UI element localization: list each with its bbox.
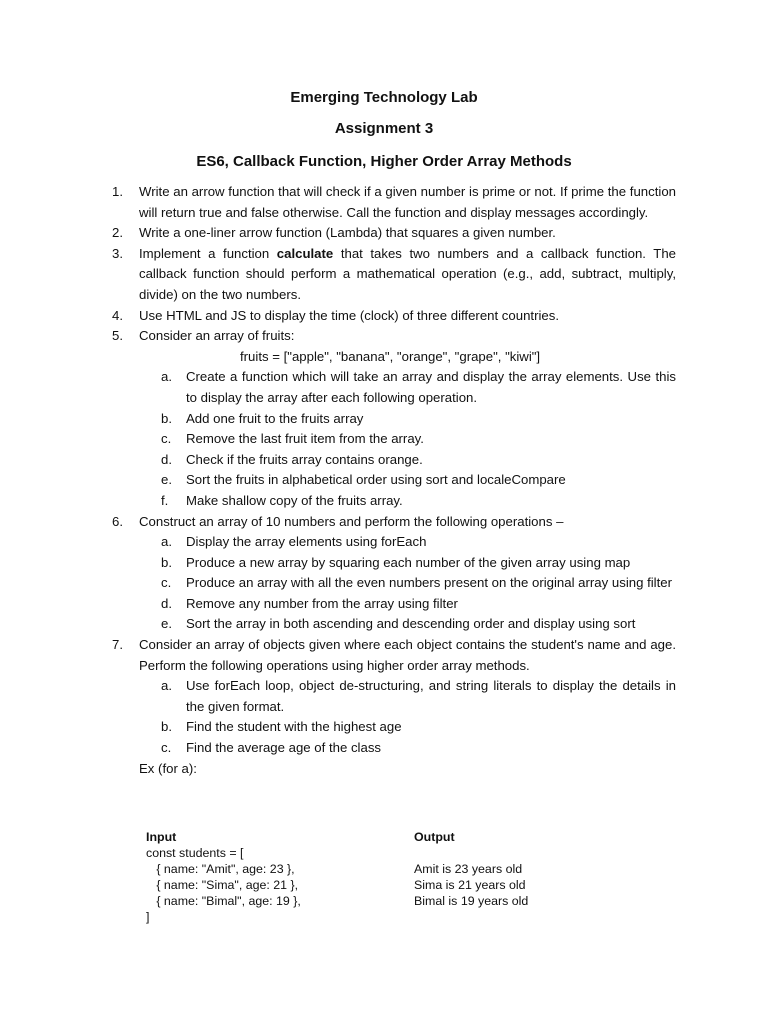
fruits-array-code: fruits = ["apple", "banana", "orange", "grape", "kiwi"] bbox=[240, 348, 541, 364]
question-list bbox=[112, 182, 676, 779]
question-number: 1. bbox=[112, 184, 123, 199]
sub-question bbox=[139, 553, 676, 574]
sub-question-text: Use forEach loop, object de-structuring, and string literals to display the details in the given format. bbox=[186, 678, 676, 714]
sub-question bbox=[139, 429, 676, 450]
question-2 bbox=[112, 223, 676, 244]
question-7 bbox=[112, 635, 676, 759]
sub-question bbox=[139, 594, 676, 615]
sub-question-list bbox=[139, 676, 676, 758]
input-code-line: { name: "Bimal", age: 19 }, bbox=[146, 894, 301, 908]
question-3 bbox=[112, 244, 676, 306]
example-label: Ex (for a): bbox=[139, 760, 197, 776]
question-4 bbox=[112, 306, 676, 327]
output-line: Sima is 21 years old bbox=[414, 878, 526, 892]
sub-question bbox=[139, 450, 676, 471]
input-code-line: const students = [ bbox=[146, 846, 244, 860]
question-text-pre: Implement a function bbox=[139, 245, 277, 261]
input-code-line: { name: "Sima", age: 21 }, bbox=[146, 878, 299, 892]
sub-question bbox=[139, 717, 676, 738]
sub-question-letter: a. bbox=[161, 678, 172, 694]
sub-question-letter: b. bbox=[161, 554, 172, 570]
output-line bbox=[414, 845, 634, 861]
sub-question bbox=[139, 532, 676, 553]
sub-question-text: Remove the last fruit item from the array. bbox=[186, 431, 424, 447]
sub-question-text: Add one fruit to the fruits array bbox=[186, 410, 364, 426]
sub-question-text: Remove any number from the array using filter bbox=[186, 595, 458, 611]
assignment-subtitle: ES6, Callback Function, Higher Order Array Methods bbox=[196, 153, 572, 170]
question-number: 7. bbox=[112, 637, 123, 653]
sub-question-letter: c. bbox=[161, 740, 172, 756]
question-text bbox=[139, 244, 676, 306]
sub-question-letter: e. bbox=[161, 472, 172, 488]
output-header: Output bbox=[414, 830, 455, 844]
sub-question-letter: d. bbox=[161, 451, 172, 467]
question-number: 5. bbox=[112, 328, 123, 344]
sub-question-text: Sort the array in both ascending and descending order and display using sort bbox=[186, 616, 636, 632]
input-header: Input bbox=[146, 830, 177, 844]
sub-question-text: Create a function which will take an array and display the array elements. Use this to display the array after each following operation. bbox=[186, 369, 676, 405]
question-5 bbox=[112, 326, 676, 511]
sub-question bbox=[139, 614, 676, 635]
output-line: Bimal is 19 years old bbox=[414, 894, 529, 908]
sub-question bbox=[139, 738, 676, 759]
sub-question-text: Display the array elements using forEach bbox=[186, 534, 427, 550]
sub-question-text: Find the average age of the class bbox=[186, 740, 382, 756]
input-code-line: ] bbox=[146, 910, 150, 924]
example-input-column bbox=[146, 829, 406, 925]
question-number: 3. bbox=[112, 245, 123, 261]
lab-title: Emerging Technology Lab bbox=[290, 89, 478, 106]
sub-question-letter: b. bbox=[161, 410, 172, 426]
question-text: Use HTML and JS to display the time (clock) of three different countries. bbox=[139, 307, 559, 323]
sub-question-letter: e. bbox=[161, 616, 172, 632]
question-6 bbox=[112, 512, 676, 636]
question-text-post: that takes two numbers and a callback function. The callback function should perform a mathematical operation (e.g., add, subtract, multiply, divide) on the two numbers. bbox=[139, 245, 676, 302]
sub-question bbox=[139, 676, 676, 717]
sub-question bbox=[139, 367, 676, 408]
sub-question-list bbox=[139, 532, 676, 635]
question-text: Write an arrow function that will check if a given number is prime or not. If prime the function will return true and false otherwise. Call the function and display messages accordingly. bbox=[139, 184, 676, 220]
question-number: 6. bbox=[112, 513, 123, 529]
sub-question-letter: c. bbox=[161, 575, 172, 591]
sub-question-text: Produce an array with all the even numbers present on the original array using filter bbox=[186, 575, 672, 591]
sub-question-text: Produce a new array by squaring each number of the given array using map bbox=[186, 554, 631, 570]
sub-question-letter: c. bbox=[161, 431, 172, 447]
question-text: Construct an array of 10 numbers and perform the following operations – bbox=[139, 513, 564, 529]
sub-question bbox=[139, 470, 676, 491]
output-line: Amit is 23 years old bbox=[414, 862, 523, 876]
sub-question bbox=[139, 409, 676, 430]
sub-question-letter: f. bbox=[161, 492, 169, 508]
sub-question-list bbox=[139, 367, 676, 511]
example-output-column bbox=[414, 829, 634, 909]
question-text: Write a one-liner arrow function (Lambda) that squares a given number. bbox=[139, 225, 556, 241]
question-text: Consider an array of fruits: bbox=[139, 328, 295, 344]
sub-question-letter: b. bbox=[161, 719, 172, 735]
sub-question-text: Make shallow copy of the fruits array. bbox=[186, 492, 403, 508]
sub-question-text: Sort the fruits in alphabetical order using sort and localeCompare bbox=[186, 472, 566, 488]
question-number: 2. bbox=[112, 225, 123, 241]
sub-question-letter: a. bbox=[161, 369, 172, 385]
sub-question-text: Check if the fruits array contains orange. bbox=[186, 451, 423, 467]
sub-question-letter: d. bbox=[161, 595, 172, 611]
sub-question-letter: a. bbox=[161, 534, 172, 550]
question-text: Consider an array of objects given where each object contains the student's name and age. Perform the following operations using higher order array methods. bbox=[139, 637, 676, 673]
assignment-title: Assignment 3 bbox=[334, 120, 434, 137]
sub-question-text: Find the student with the highest age bbox=[186, 719, 402, 735]
question-1 bbox=[112, 182, 676, 223]
sub-question bbox=[139, 491, 676, 512]
function-name-bold: calculate bbox=[276, 245, 334, 261]
input-code-line: { name: "Amit", age: 23 }, bbox=[146, 862, 295, 876]
sub-question bbox=[139, 573, 676, 594]
question-number: 4. bbox=[112, 307, 123, 323]
